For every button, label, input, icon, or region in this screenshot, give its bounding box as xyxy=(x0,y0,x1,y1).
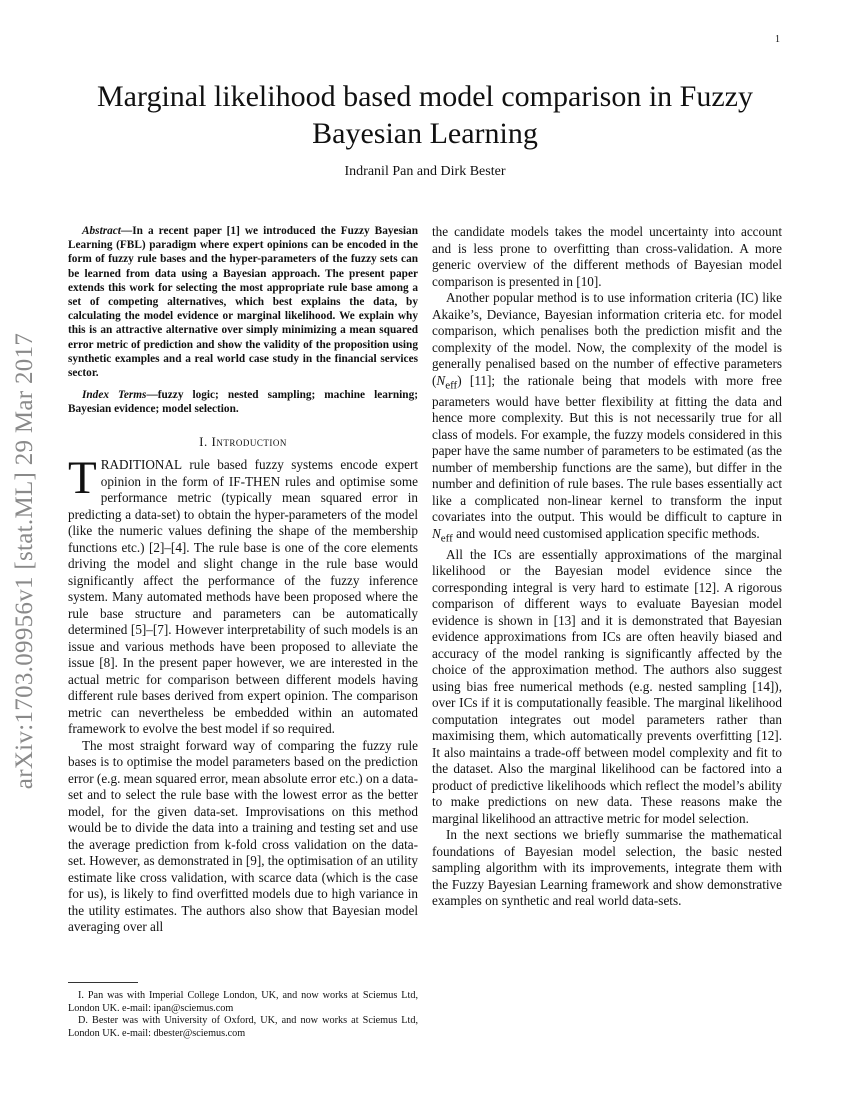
intro-paragraph-3 xyxy=(432,290,782,547)
footnotes xyxy=(68,990,418,1040)
paragraph-3-part-c: and would need customised application specific methods. xyxy=(452,525,760,541)
paragraph-3-part-b: ) [11]; the rationale being that models with more free parameters would have better flexibility at fitting the data and hence more complexity. But this is not necessarily true for all class of models. For example, the fuzzy models considered in this paper have the same number of parameters to be estimated (as the number of membership functions are the same), but differ in the number and definition of rule bases. The rule bases essentially act like a complicated non-linear kernel to transform the input covariates into the output. This would be difficult to capture in xyxy=(432,372,782,525)
section-heading-introduction: I. Introduction xyxy=(199,433,287,449)
footnote-pan: I. Pan was with Imperial College London, UK, and now works at Sciemus Ltd, London UK. e-mail: ipan@sciemus.com xyxy=(68,990,418,1014)
abstract-text: —In a recent paper [1] we introduced the Fuzzy Bayesian Learning (FBL) paradigm where expert opinions can be encoded in the form of fuzzy rule bases and the hyper-parameters of the fuzzy sets can be learned from data using a Bayesian approach. The present paper extends this work for selecting the most appropriate rule base among a set of competing alternatives, which best explains the data, by calculating the model evidence or marginal likelihood. We explain why this is an attractive alternative over simply minimizing a mean squared error metric of prediction and show the validity of the proposition using synthetic examples and a real world case study in the financial services sector. xyxy=(68,225,418,380)
index-terms-text: —fuzzy logic; nested sampling; machine learning; Bayesian evidence; model selection. xyxy=(68,389,418,416)
neff-subscript-2: eff xyxy=(440,532,453,545)
intro-paragraph-5: In the next sections we briefly summarise the mathematical foundations of Bayesian model selection, the basic nested sampling algorithm with its improvements, integrate them with the Fuzzy Bayesian Learning framework and show demonstrative examples on synthetic and real world data-sets. xyxy=(432,827,782,909)
abstract-label: Abstract xyxy=(82,225,121,237)
left-column xyxy=(68,224,418,936)
intro-paragraph-4: All the ICs are essentially approximations of the marginal likelihood or the Bayesian model evidence since the corresponding integral is very hard to estimate [12]. A rigorous comparison of different ways to evaluate Bayesian model evidence is shown in [13] and it is demonstrated that Bayesian evidence approximations from ICs are often heavily biased and accuracy of the model ranking is significantly affected by the choice of the approximation method. The authors also suggest using bias free numerical methods (e.g. nested sampling [14]), over ICs if it is computationally feasible. The marginal likelihood computation integrates out model parameters rather than maximising them, which automatically prevents overfitting [12]. It also maintains a trade-off between model complexity and fit to the dataset. Also the marginal likelihood can be factored into a product of predictive likelihoods which reflect the model’s ability to make predictions on new data. These reasons make the marginal likelihood an attractive metric for model selection. xyxy=(432,546,782,826)
neff-symbol: N xyxy=(436,372,446,388)
intro-paragraph-1-text: rule based fuzzy systems encode expert opinion in the form of IF-THEN rules and optimise some performance metric (typically mean squared error in predicting a data-set) to obtain the hyper-parameters of the model (like the numeric values defining the shape of the membership functions etc.) [2]–[4]. The rule base is one of the core elements driving the model and slight change in the rule base would significantly affect the performance of the fuzzy inference system. Many automated methods have been proposed where the rule base structure and parameters can be automatically determined [5]–[7]. However interpretability of such models is an issue and various methods have been proposed to alleviate the issue [8]. In the present paper however, we are interested in the actual metric for comparison between different models having different rule bases derived from expert opinion. The comparison metric can nevertheless be embedded within an automated framework to evolve the best model if so required. xyxy=(68,457,418,737)
neff-symbol-2: N xyxy=(432,525,441,541)
intro-paragraph-2-continued: the candidate models takes the model uncertainty into account and is less prone to overfitting than cross-validation. A more generic overview of the different methods of Bayesian model comparison is presented in [10]. xyxy=(432,224,782,289)
right-column xyxy=(432,224,782,910)
intro-paragraph-1 xyxy=(68,452,418,738)
intro-paragraph-2: The most straight forward way of comparing the fuzzy rule bases is to optimise the model parameters based on the prediction error (e.g. mean squared error, mean absolute error etc.) on a data-set and to select the rule base with the lowest error as the better model, for the given data-set. Improvisations on this method would be to divide the data into a training and testing set and use the average prediction from k-fold cross validation on the data-set. However, as demonstrated in [9], the optimisation of an utility estimate like cross validation, with scarce data (which is the case for us), is likely to find overfitted models due to high variance in the utility estimates. The authors also show that Bayesian model averaging over all xyxy=(68,737,418,935)
index-terms-label: Index Terms xyxy=(82,389,147,402)
abstract xyxy=(68,224,418,380)
paper-authors: Indranil Pan and Dirk Bester xyxy=(344,164,506,179)
footnote-divider xyxy=(68,982,138,983)
index-terms xyxy=(68,388,418,416)
arxiv-identifier-stamp: arXiv:1703.09956v1 [stat.ML] 29 Mar 2017 xyxy=(11,332,38,790)
page-number: 1 xyxy=(775,34,780,45)
neff-subscript: eff xyxy=(445,379,458,392)
first-word: RADITIONAL xyxy=(100,457,183,473)
paper-title: Marginal likelihood based model comparison in Fuzzy Bayesian Learning xyxy=(97,80,753,150)
footnote-bester: D. Bester was with University of Oxford, UK, and now works at Sciemus Ltd, London UK. e-mail: dbester@sciemus.com xyxy=(68,1015,418,1039)
drop-cap-letter: T xyxy=(68,452,97,505)
paragraph-3-part-a: Another popular method is to use information criteria (IC) like Akaike’s, Deviance, Bayesian information criteria etc. for model comparison, which penalises both the prediction misfit and the complexity of the model. Now, the complexity of the model is generally penalised based on the number of effective parameters ( xyxy=(432,290,782,388)
